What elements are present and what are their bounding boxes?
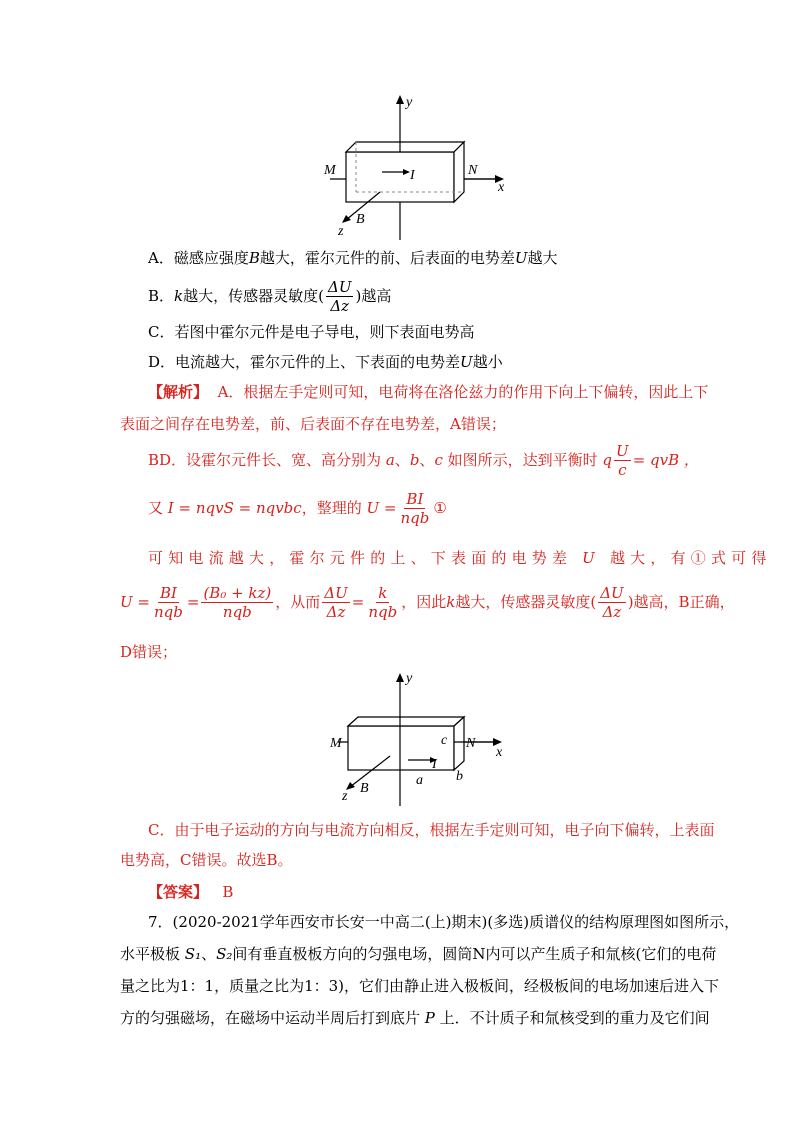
option-a: A．磁感应强度B越大，霍尔元件的前、后表面的电势差U越大 (148, 249, 558, 267)
option-c: C．若图中霍尔元件是电子导电，则下表面电势高 (148, 323, 475, 341)
analysis-line-1: 【解析】 A．根据左手定则可知，电荷将在洛伦兹力的作用下向上下偏转，因此上下 (148, 383, 709, 401)
analysis-line-7: D错误； (120, 643, 178, 661)
fig1-label-I: I (410, 168, 415, 183)
option-b: B． k 越大，传感器灵敏度( $\frac{\Delta U}{\Delta z}$ )越高 (148, 277, 392, 315)
analysis-line-4: 又 I = nqvS = nqvbc ，整理的 U = $\frac{BI}{\text{nqb}}$ ① (148, 489, 447, 527)
analysis-line-3: BD．设霍尔元件长、宽、高分别为 a 、 b 、 c 如图所示，达到平衡时 q $\frac{U}{c}$ = qvB ， (148, 441, 699, 479)
answer-value: B (222, 883, 234, 901)
analysis-c-line-1: C．由于电子运动的方向与电流方向相反，根据左手定则可知，电子向下偏转，上表面 (148, 821, 715, 839)
hall-element-figure-2 (316, 670, 516, 808)
fig2-label-N: N (466, 736, 476, 751)
fig2-label-I: I (432, 757, 437, 772)
fig2-label-M: M (330, 736, 342, 751)
answer-tag: 【答案】 (148, 883, 209, 901)
analysis-line-5: 可知电流越大，霍尔元件的上、下表面的电势差 U 越大，有①式可得 (148, 549, 772, 567)
fig2-label-z: z (342, 789, 348, 804)
q7-line-2: 水平极板 S₁、S₂间有垂直极板方向的匀强电场，圆筒N内可以产生质子和氚核(它们的电荷 (120, 945, 717, 963)
q7-line-4: 方的匀强磁场，在磁场中运动半周后打到底片 P 上．不计质子和氚核受到的重力及它们间 (120, 1009, 710, 1027)
q7-line-1: 7．(2020-2021学年西安市长安一中高二(上)期末)(多选)质谱仪的结构原理图如图所示， (148, 913, 740, 931)
fig1-label-M: M (324, 163, 336, 178)
answer-line (148, 882, 793, 902)
analysis-line-6: U = $\frac{BI}{\text{nqb}}$ = $\frac{\text{(B₀ + kz)}}{\text{nqb}}$ ，从而 $\frac{\Delta U}{\Delta z}$ = $\frac{k}{\text{nqb}}$ ，因此 k 越大，传感器灵敏度( $\frac{\Delta U}{\Delta z}$ )越高，B正确， (120, 583, 735, 621)
fig1-label-x: x (498, 180, 505, 195)
fig2-label-y: y (406, 671, 413, 686)
analysis-c-line-2: 电势高，C错误。故选B。 (120, 851, 293, 869)
fig1-label-B: B (356, 212, 365, 227)
option-d: D．电流越大，霍尔元件的上、下表面的电势差U越小 (148, 353, 503, 371)
fig2-label-b: b (456, 769, 463, 784)
fig2-label-x: x (496, 745, 503, 760)
fig1-label-N: N (468, 163, 478, 178)
q7-line-3: 量之比为1：1，质量之比为1：3)，它们由静止进入极板间，经极板间的电场加速后进入下 (120, 977, 720, 995)
analysis-line-2: 表面之间存在电势差，前、后表面不存在电势差，A错误； (120, 415, 506, 433)
fig2-label-B: B (360, 781, 369, 796)
hall-element-figure-1 (310, 92, 520, 242)
fig1-label-z: z (338, 224, 344, 239)
fig2-label-a: a (416, 773, 423, 788)
fig2-label-c: c (441, 733, 448, 748)
analysis-tag: 【解析】 (148, 383, 209, 401)
fig1-label-y: y (406, 95, 413, 110)
